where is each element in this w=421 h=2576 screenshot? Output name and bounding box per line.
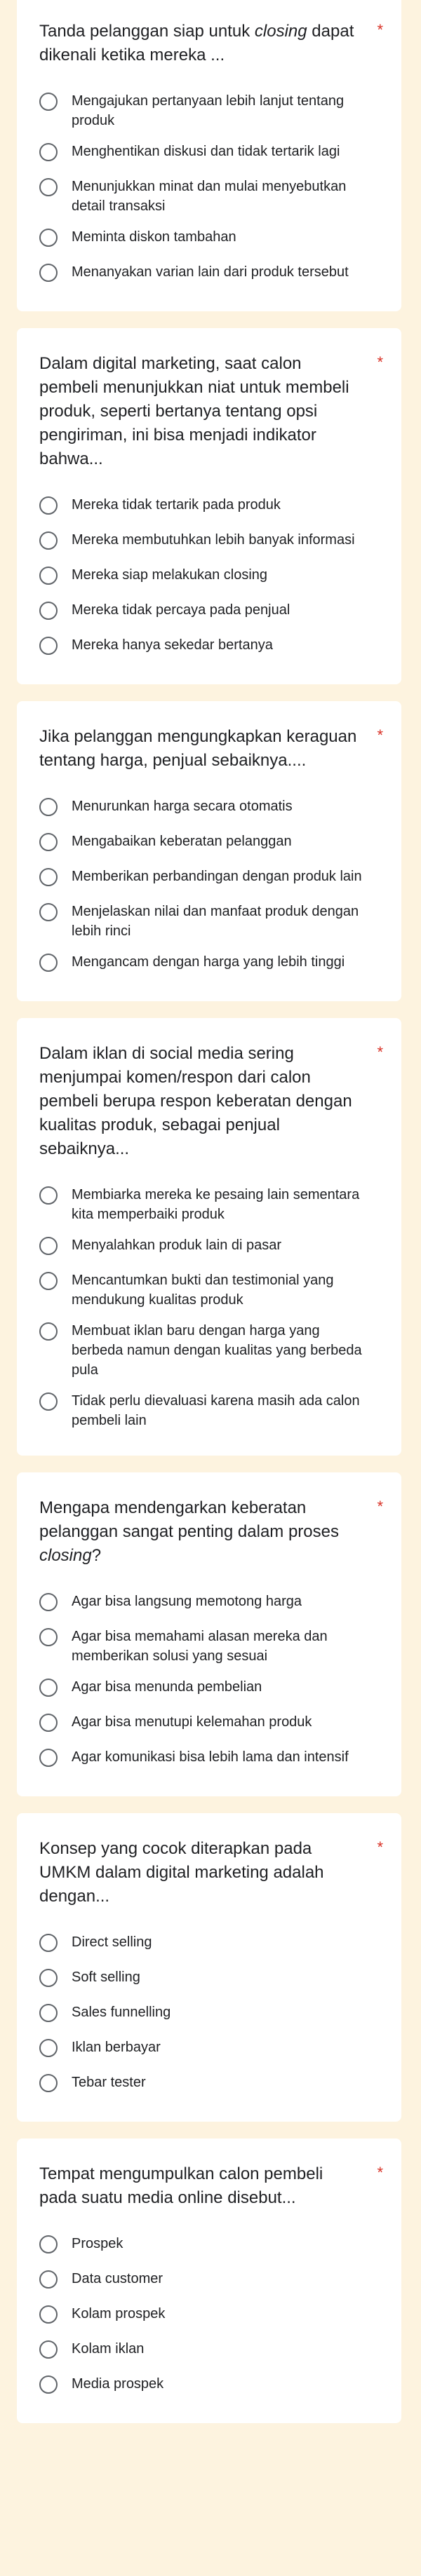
radio-button[interactable] — [39, 264, 58, 282]
question-title — [39, 352, 362, 471]
radio-group — [39, 1586, 383, 1777]
radio-option[interactable] — [39, 1621, 383, 1672]
radio-option[interactable] — [39, 1742, 383, 1777]
radio-button[interactable] — [39, 1392, 58, 1411]
radio-option[interactable] — [39, 222, 383, 257]
radio-option-label: Mengancam dengan harga yang lebih tinggi — [72, 954, 345, 970]
radio-option-label: Menjelaskan nilai dan manfaat produk dengan lebih rinci — [72, 904, 359, 939]
radio-button[interactable] — [39, 2004, 58, 2022]
question-title-text: Konsep yang cocok diterapkan pada UMKM dalam digital marketing adalah dengan... — [39, 1839, 324, 1906]
question-header — [39, 1496, 383, 1568]
radio-option[interactable] — [39, 1962, 383, 1997]
radio-button[interactable] — [39, 954, 58, 972]
radio-option-label: Menyalahkan produk lain di pasar — [72, 1238, 282, 1253]
radio-button[interactable] — [39, 229, 58, 247]
radio-option[interactable] — [39, 489, 383, 524]
question-title-text: Dalam digital marketing, saat calon pembeli menunjukkan niat untuk membeli produk, seperti bertanya tentang opsi pengiriman, ini bisa menjadi indikator bahwa... — [39, 354, 349, 468]
question-title — [39, 1837, 362, 1909]
required-asterisk: * — [377, 1498, 383, 1515]
radio-button[interactable] — [39, 2375, 58, 2394]
radio-option[interactable] — [39, 1927, 383, 1962]
radio-button[interactable] — [39, 93, 58, 111]
radio-button[interactable] — [39, 1714, 58, 1732]
question-title-text: Mengapa mendengarkan keberatan pelanggan sangat penting dalam proses — [39, 1498, 339, 1541]
form-page — [17, 0, 401, 2440]
radio-option[interactable] — [39, 861, 383, 896]
radio-option[interactable] — [39, 1385, 383, 1436]
radio-option-label: Sales funnelling — [72, 2005, 171, 2020]
radio-option[interactable] — [39, 2263, 383, 2298]
question-card — [17, 1813, 401, 2122]
radio-option-label: Direct selling — [72, 1934, 152, 1950]
question-title — [39, 1496, 362, 1568]
question-title-text: Jika pelanggan mengungkapkan keraguan tentang harga, penjual sebaiknya.... — [39, 727, 357, 770]
radio-option[interactable] — [39, 171, 383, 222]
radio-option[interactable] — [39, 2333, 383, 2368]
radio-option[interactable] — [39, 1672, 383, 1707]
radio-option[interactable] — [39, 947, 383, 982]
question-card — [17, 1472, 401, 1796]
radio-option-label: Agar bisa menunda pembelian — [72, 1679, 262, 1695]
radio-option-label: Agar bisa menutupi kelemahan produk — [72, 1714, 312, 1730]
radio-button[interactable] — [39, 1186, 58, 1205]
question-title-text: Dalam iklan di social media sering menjumpai komen/respon dari calon pembeli berupa respon keberatan dengan kualitas produk, sebagai penjual sebaiknya... — [39, 1044, 352, 1158]
radio-button[interactable] — [39, 1628, 58, 1646]
radio-option[interactable] — [39, 1997, 383, 2032]
radio-option[interactable] — [39, 630, 383, 665]
question-title — [39, 725, 362, 773]
radio-button[interactable] — [39, 2305, 58, 2324]
radio-group — [39, 2228, 383, 2404]
radio-button[interactable] — [39, 2270, 58, 2289]
radio-option-label: Agar komunikasi bisa lebih lama dan intensif — [72, 1749, 349, 1765]
required-asterisk: * — [377, 726, 383, 744]
radio-option[interactable] — [39, 1179, 383, 1230]
radio-option[interactable] — [39, 560, 383, 595]
radio-option-label: Data customer — [72, 2271, 163, 2286]
question-header — [39, 20, 383, 67]
question-title-text: Tempat mengumpulkan calon pembeli pada suatu media online disebut... — [39, 2164, 323, 2207]
radio-option[interactable] — [39, 1230, 383, 1265]
radio-button[interactable] — [39, 567, 58, 585]
radio-button[interactable] — [39, 637, 58, 655]
radio-button[interactable] — [39, 2039, 58, 2057]
question-title-text: Tanda pelanggan siap untuk — [39, 22, 255, 41]
radio-option-label: Meminta diskon tambahan — [72, 229, 236, 245]
question-title-text-end: dapat dikenali ketika mereka ... — [39, 22, 354, 65]
radio-option-label: Mereka hanya sekedar bertanya — [72, 637, 273, 653]
radio-option[interactable] — [39, 1707, 383, 1742]
radio-option-label: Menghentikan diskusi dan tidak tertarik lagi — [72, 144, 340, 159]
radio-option[interactable] — [39, 86, 383, 136]
radio-button[interactable] — [39, 1322, 58, 1341]
radio-group — [39, 489, 383, 665]
radio-option-label: Tebar tester — [72, 2075, 146, 2090]
question-title — [39, 20, 362, 67]
question-title-emphasis: closing — [254, 22, 307, 41]
radio-option-label: Kolam iklan — [72, 2341, 145, 2357]
radio-button[interactable] — [39, 1237, 58, 1255]
radio-button[interactable] — [39, 868, 58, 886]
radio-button[interactable] — [39, 1749, 58, 1767]
radio-option-label: Mereka membutuhkan lebih banyak informasi — [72, 532, 355, 548]
radio-group — [39, 791, 383, 982]
radio-option[interactable] — [39, 1315, 383, 1385]
radio-button[interactable] — [39, 2340, 58, 2359]
radio-option[interactable] — [39, 896, 383, 947]
required-asterisk: * — [377, 1838, 383, 1856]
required-asterisk: * — [377, 21, 383, 39]
radio-button[interactable] — [39, 1679, 58, 1697]
question-header — [39, 1042, 383, 1161]
question-card — [17, 1018, 401, 1456]
question-header — [39, 725, 383, 773]
question-card — [17, 0, 401, 311]
question-title — [39, 2162, 362, 2210]
radio-option[interactable] — [39, 1265, 383, 1315]
radio-button[interactable] — [39, 1593, 58, 1611]
radio-button[interactable] — [39, 2235, 58, 2253]
radio-option-label: Media prospek — [72, 2376, 164, 2392]
radio-option-label: Agar bisa langsung memotong harga — [72, 1594, 302, 1609]
radio-group — [39, 1927, 383, 2102]
radio-option-label: Soft selling — [72, 1970, 140, 1985]
radio-option[interactable] — [39, 595, 383, 630]
radio-option-label: Menanyakan varian lain dari produk tersebut — [72, 264, 349, 280]
radio-button[interactable] — [39, 798, 58, 816]
question-header — [39, 1837, 383, 1909]
radio-option-label: Mereka siap melakukan closing — [72, 567, 268, 583]
radio-button[interactable] — [39, 496, 58, 515]
radio-option-label: Iklan berbayar — [72, 2040, 161, 2055]
question-card — [17, 328, 401, 684]
question-title — [39, 1042, 362, 1161]
question-title-emphasis: closing — [39, 1546, 92, 1565]
question-header — [39, 2162, 383, 2210]
radio-option-label: Memberikan perbandingan dengan produk lain — [72, 869, 362, 884]
radio-button[interactable] — [39, 178, 58, 196]
radio-option-label: Membiarka mereka ke pesaing lain sementara kita memperbaiki produk — [72, 1187, 360, 1222]
question-card — [17, 2138, 401, 2423]
radio-button[interactable] — [39, 1969, 58, 1987]
radio-option[interactable] — [39, 257, 383, 292]
question-card — [17, 701, 401, 1001]
radio-option-label: Prospek — [72, 2236, 123, 2251]
radio-option-label: Kolam prospek — [72, 2306, 166, 2321]
radio-button[interactable] — [39, 143, 58, 161]
radio-option[interactable] — [39, 136, 383, 171]
radio-button[interactable] — [39, 833, 58, 851]
radio-button[interactable] — [39, 602, 58, 620]
radio-option-label: Menurunkan harga secara otomatis — [72, 799, 293, 814]
radio-option-label: Agar bisa memahami alasan mereka dan memberikan solusi yang sesuai — [72, 1629, 328, 1664]
radio-group — [39, 1179, 383, 1436]
radio-button[interactable] — [39, 531, 58, 550]
required-asterisk: * — [377, 2164, 383, 2181]
radio-option-label: Membuat iklan baru dengan harga yang berbeda namun dengan kualitas yang berbeda pula — [72, 1323, 362, 1378]
radio-option[interactable] — [39, 2032, 383, 2067]
radio-option-label: Mereka tidak percaya pada penjual — [72, 602, 290, 618]
radio-button[interactable] — [39, 2074, 58, 2092]
radio-option-label: Menunjukkan minat dan mulai menyebutkan detail transaksi — [72, 179, 347, 214]
radio-option[interactable] — [39, 524, 383, 560]
question-title-text-end: ? — [91, 1546, 102, 1565]
radio-option-label: Mengabaikan keberatan pelanggan — [72, 834, 292, 849]
question-header — [39, 352, 383, 471]
required-asterisk: * — [377, 1043, 383, 1061]
radio-option[interactable] — [39, 2067, 383, 2102]
radio-option[interactable] — [39, 2298, 383, 2333]
radio-button[interactable] — [39, 1272, 58, 1290]
radio-button[interactable] — [39, 903, 58, 921]
radio-option-label: Mengajukan pertanyaan lebih lanjut tentang produk — [72, 93, 345, 128]
radio-option-label: Tidak perlu dievaluasi karena masih ada calon pembeli lain — [72, 1393, 360, 1428]
radio-button[interactable] — [39, 1934, 58, 1952]
required-asterisk: * — [377, 353, 383, 371]
radio-option[interactable] — [39, 2368, 383, 2404]
radio-group — [39, 86, 383, 292]
radio-option-label: Mencantumkan bukti dan testimonial yang mendukung kualitas produk — [72, 1273, 334, 1308]
radio-option[interactable] — [39, 791, 383, 826]
radio-option[interactable] — [39, 826, 383, 861]
radio-option-label: Mereka tidak tertarik pada produk — [72, 497, 281, 513]
radio-option[interactable] — [39, 2228, 383, 2263]
radio-option[interactable] — [39, 1586, 383, 1621]
